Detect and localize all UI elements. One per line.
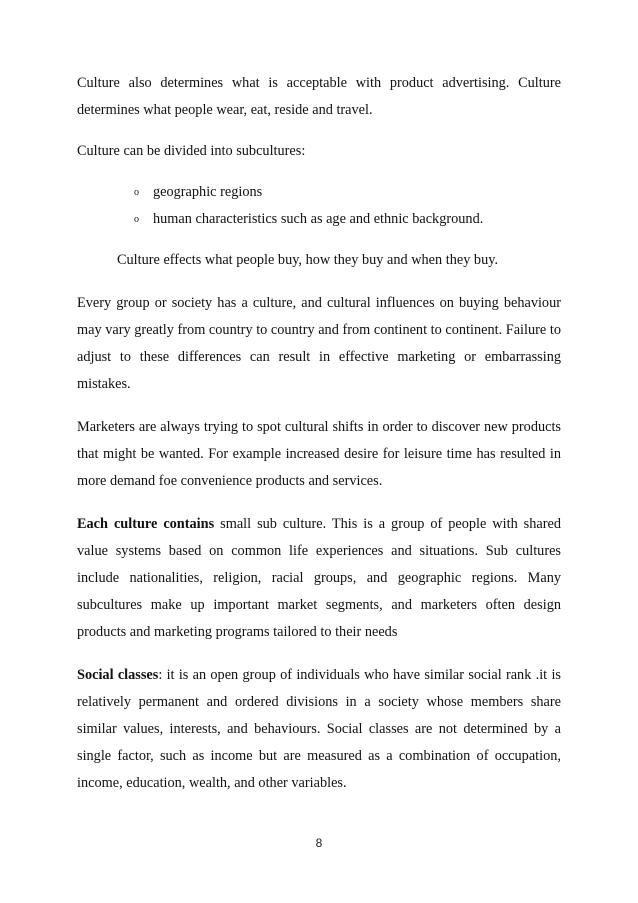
bullet-icon: o xyxy=(134,187,139,198)
paragraph-cultural-shifts: Marketers are always trying to spot cultural shifts in order to discover new products that might be wanted. For example increased desire for leisure time has resulted in more demand foe convenience products and services. xyxy=(77,419,561,489)
page-number: 8 xyxy=(315,836,323,850)
bullet-icon: o xyxy=(134,214,139,225)
paragraph-culture-effects: Culture effects what people buy, how they buy and when they buy. xyxy=(117,252,499,268)
subculture-list xyxy=(77,179,561,233)
paragraph-social-classes: Social classes: it is an open group of individuals who have similar social rank .it is relatively permanent and ordered divisions in a society whose members share similar values, interests, and behaviours. Social classes are not determined by a single factor, such as income but are measured as a combination of occupation, income, education, wealth, and other variables. xyxy=(77,667,561,791)
list-item: o geographic regions xyxy=(77,179,561,206)
social-classes-heading: Social classes xyxy=(77,667,159,683)
paragraph-cultural-influences: Every group or society has a culture, and cultural influences on buying behaviour may vary greatly from country to country and from continent to continent. Failure to adjust to these differences can result in effective marketing or embarrassing mistakes. xyxy=(77,295,561,392)
document-body xyxy=(77,70,561,797)
paragraph-subcultures-intro: Culture can be divided into subcultures: xyxy=(77,143,306,159)
list-item: o human characteristics such as age and ethnic background. xyxy=(77,206,561,233)
sub-culture-heading: Each culture contains xyxy=(77,516,215,532)
paragraph-sub-culture: Each culture contains small sub culture. This is a group of people with shared value systems based on common life experiences and situations. Sub cultures include nationalities, religion, racial groups, and geographic regions. Many subcultures make up important market segments, and marketers often design products and marketing programs tailored to their needs xyxy=(77,516,561,640)
paragraph-culture-advertising: Culture also determines what is acceptable with product advertising. Culture determines what people wear, eat, reside and travel. xyxy=(77,75,561,118)
